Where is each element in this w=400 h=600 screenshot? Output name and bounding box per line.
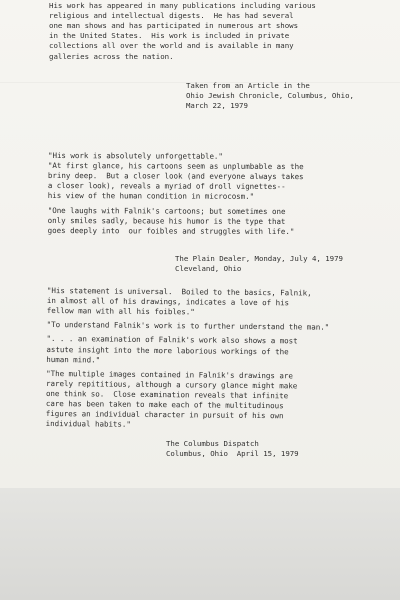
background-under-page: [0, 488, 400, 600]
quote-1-line-7: only smiles sadly, because his humor is the type that: [47, 215, 286, 226]
source-1-line-2: Ohio Jewish Chronicle, Columbus, Ohio,: [186, 91, 354, 101]
intro-line-4: in the United States. His work is included in private: [49, 31, 290, 41]
quote-2-line-1: "His statement is universal. Boiled to the basics, Falnik,: [46, 286, 312, 298]
intro-paragraph: [49, 1, 316, 82]
intro-line-2: religious and intellectual digests. He has had several: [49, 11, 294, 21]
quote-2-line-10: one think so. Close examination reveals that infinite: [45, 388, 289, 401]
source-3-line-1: The Columbus Dispatch: [166, 439, 259, 448]
source-1-line-3: March 22, 1979: [186, 101, 248, 111]
quote-2-line-13: individual habits.": [45, 419, 131, 429]
quotes-block-2: [45, 286, 330, 438]
quote-2-line-6: astute insight into the more laborious workings of the: [46, 344, 289, 356]
source-1: [186, 81, 354, 131]
quote-1-line-5: his view of the human condition in microcosm.": [47, 191, 255, 202]
quote-1-line-4: a closer look), reveals a myriad of droll vignettes--: [47, 181, 286, 192]
quote-2-line-4: "To understand Falnik's work is to further understand the man.": [46, 320, 330, 333]
source-2-line-2: Cleveland, Ohio: [175, 264, 242, 274]
quote-1-line-6: "One laughs with Falnik's cartoons; but sometimes one: [47, 205, 286, 216]
quote-1-line-3: briny deep. But a closer look (and everyone always takes: [47, 171, 304, 182]
quote-2-line-9: rarely repititious, although a cursory glance might make: [46, 378, 298, 391]
source-3: [166, 439, 299, 479]
quote-2-line-5: ". . . an examination of Falnik's work also shows a most: [46, 334, 298, 346]
source-3-line-2: Columbus, Ohio April 15, 1979: [166, 449, 299, 459]
quote-1-line-1: "His work is absolutely unforgettable.": [47, 151, 223, 161]
quote-2-line-3: fellow man with all his foibles.": [46, 306, 195, 317]
source-2-line-1: The Plain Dealer, Monday, July 4, 1979: [175, 254, 343, 263]
intro-line-3: one man shows and has participated in numerous art shows: [49, 21, 299, 31]
quote-2-line-8: "The multiple images contained in Falnik's drawings are: [46, 368, 293, 381]
quote-2-line-12: figures an individual character in pursuit of his own: [45, 409, 284, 421]
intro-line-1: His work has appeared in many publications including various: [49, 1, 316, 10]
quote-2-line-7: human mind.": [46, 354, 101, 365]
quotes-block-1: [47, 151, 304, 252]
intro-line-5: collections all over the world and is available in many: [49, 41, 294, 51]
quote-2-line-11: care has been taken to make each of the multitudinous: [45, 398, 284, 411]
source-1-line-1: Taken from an Article in the: [186, 81, 310, 90]
quote-1-line-8: goes deeply into our foibles and struggles with life.": [47, 225, 295, 236]
quote-2-line-2: in almost all of his drawings, indicates a love of his: [46, 296, 290, 308]
intro-line-6: galleries across the nation.: [49, 51, 174, 61]
quote-1-line-2: "At first glance, his cartoons seem as unplumbable as the: [47, 161, 304, 172]
